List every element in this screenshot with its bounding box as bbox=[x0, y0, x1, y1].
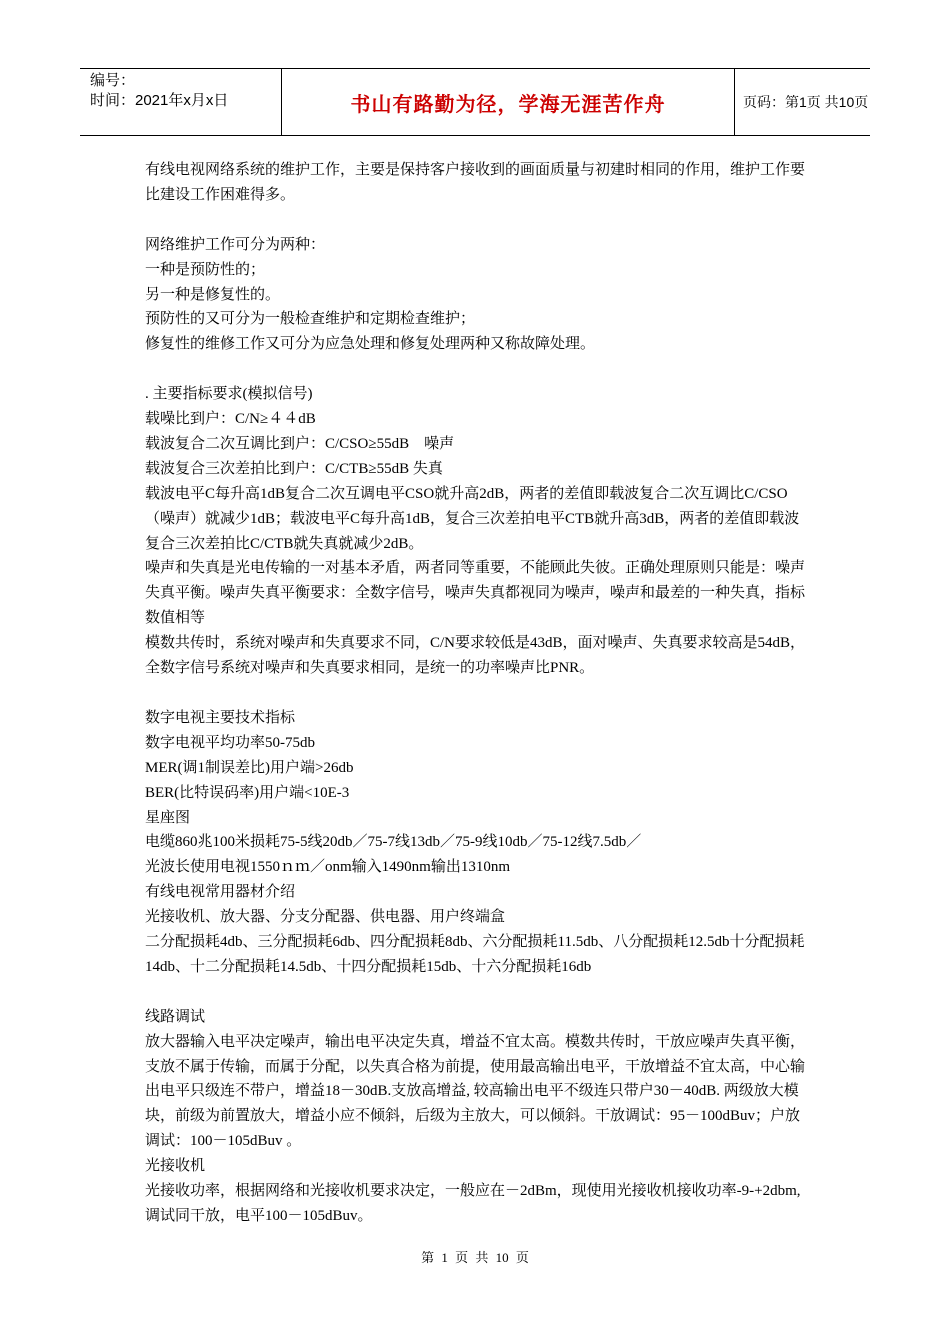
paragraph: 光波长使用电视1550ｎｍ／onm输入1490nm输出1310nm bbox=[145, 859, 511, 876]
paragraph: 光接收机 bbox=[145, 1158, 206, 1175]
paragraph: 线路调试 bbox=[145, 1008, 206, 1025]
paragraph: 网络维护工作可分为两种： bbox=[145, 236, 326, 253]
paragraph: 数字电视主要技术指标 bbox=[145, 709, 296, 726]
header-page-info: 页码：第1页 共10页 bbox=[743, 94, 869, 110]
paragraph: 星座图 bbox=[145, 809, 191, 826]
paragraph: 电缆860兆100米损耗75-5线20db／75-7线13db／75-9线10db／75-12线7.5db／ bbox=[145, 834, 642, 851]
doc-number-label: 编号： bbox=[90, 72, 136, 89]
header-meta bbox=[80, 69, 282, 135]
header-motto: 书山有路勤为径，学海无涯苦作舟 bbox=[350, 91, 666, 116]
paragraph: 载波复合二次互调比到户：C/CSO≥55dB 噪声 bbox=[145, 435, 455, 452]
header-motto-cell bbox=[282, 69, 735, 135]
paragraph: 光接收功率，根据网络和光接收机要求决定，一般应在－2dBm，现使用光接收机接收功率-9-+2dbm,调试同干放，电平100－105dBuv。 bbox=[145, 1183, 801, 1224]
paragraph: 载波复合三次差拍比到户：C/CTB≥55dB 失真 bbox=[145, 460, 443, 477]
paragraph: . 主要指标要求(模拟信号) bbox=[145, 386, 313, 403]
paragraph: 放大器输入电平决定噪声，输出电平决定失真，增益不宜太高。模数共传时，干放应噪声失真平衡，支放不属于传输，而属于分配，以失真合格为前提，使用最高输出电平，干放增益不宜太高，中心输出电平只级连不带户，增益18－30dB.支放高增益, 较高输出电平不级连只带户30－40dB. 两级放大模块，前级为前置放大，增益小应不倾斜，后级为主放大，可以倾斜。干放调试：95－100dBuv；户放调试：100－105dBuv 。 bbox=[145, 1033, 806, 1150]
paragraph: 另一种是修复性的。 bbox=[145, 286, 281, 303]
paragraph: 载波电平C每升高1dB复合二次互调电平CSO就升高2dB，两者的差值即载波复合二次互调比C/CSO（噪声）就减少1dB；载波电平C每升高1dB，复合三次差拍电平CTB就升高3dB，两者的差值即载波复合三次差拍比C/CTB就失真就减少2dB。 bbox=[145, 485, 800, 552]
doc-date-label: 时间：2021年x月x日 bbox=[90, 92, 229, 109]
paragraph: 有线电视网络系统的维护工作，主要是保持客户接收到的画面质量与初建时相同的作用，维护工作要比建设工作困难得多。 bbox=[145, 162, 806, 203]
paragraph: BER(比特误码率)用户端<10E-3 bbox=[145, 784, 350, 801]
blank-line bbox=[145, 357, 810, 382]
paragraph: 有线电视常用器材介绍 bbox=[145, 884, 296, 901]
paragraph: 一种是预防性的； bbox=[145, 261, 266, 278]
header-page-cell bbox=[735, 69, 870, 135]
page-footer: 第 1 页 共 10 页 bbox=[421, 1250, 529, 1265]
header-table bbox=[80, 68, 870, 136]
blank-line bbox=[145, 681, 810, 706]
paragraph: 修复性的维修工作又可分为应急处理和修复处理两种又称故障处理。 bbox=[145, 336, 596, 353]
paragraph: 数字电视平均功率50-75db bbox=[145, 734, 315, 751]
paragraph: 模数共传时，系统对噪声和失真要求不同，C/N要求较低是43dB，面对噪声、失真要求较高是54dB，全数字信号系统对噪声和失真要求相同，是统一的功率噪声比PNR。 bbox=[145, 635, 806, 677]
paragraph: 二分配损耗4db、三分配损耗6db、四分配损耗8db、六分配损耗11.5db、八分配损耗12.5db十分配损耗14db、十二分配损耗14.5db、十四分配损耗15db、十六分配损耗16db bbox=[145, 934, 805, 975]
paragraph: MER(调1制误差比)用户端>26db bbox=[145, 759, 354, 776]
paragraph: 噪声和失真是光电传输的一对基本矛盾，两者同等重要，不能顾此失彼。正确处理原则只能是：噪声失真平衡。噪声失真平衡要求：全数字信号，噪声失真都视同为噪声，噪声和最差的一种失真，指标数值相等 bbox=[145, 560, 806, 627]
blank-line bbox=[145, 208, 810, 233]
paragraph: 预防性的又可分为一般检查维护和定期检查维护； bbox=[145, 311, 476, 328]
blank-line bbox=[145, 980, 810, 1005]
paragraph: 光接收机、放大器、分支分配器、供电器、用户终端盒 bbox=[145, 909, 506, 926]
document-body bbox=[145, 158, 810, 1229]
paragraph: 载噪比到户：C/N≥４４dB bbox=[145, 411, 316, 428]
